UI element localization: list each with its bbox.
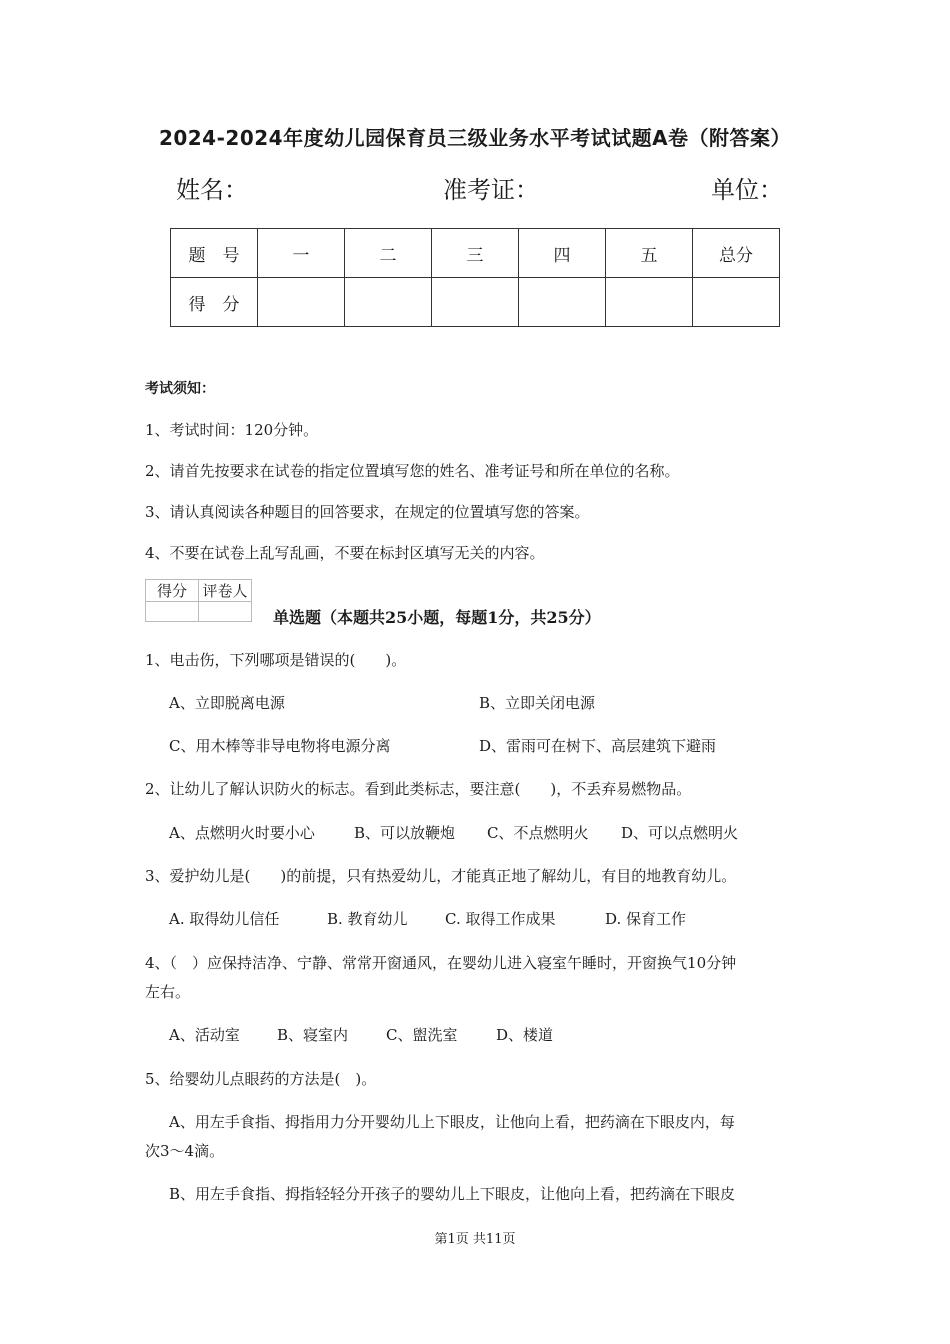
grader-box-score-label: 得分: [146, 580, 199, 602]
option: A、活动室: [169, 1026, 240, 1044]
option: A、立即脱离电源: [169, 694, 285, 712]
score-table-score-row: [171, 278, 780, 327]
option: D. 保育工作: [605, 910, 687, 928]
score-table-header-cell: 五: [606, 229, 693, 278]
question-stem-continued: 左右。: [145, 983, 191, 1001]
notice-item: 1、考试时间：120分钟。: [145, 421, 319, 439]
score-table-header-cell: 二: [345, 229, 432, 278]
question-stem: 5、给婴幼儿点眼药的方法是( )。: [145, 1070, 377, 1088]
option: D、雷雨可在树下、高层建筑下避雨: [479, 737, 717, 755]
question-stem: 2、让幼儿了解认识防火的标志。看到此类标志，要注意( )，不丢弃易燃物品。: [145, 780, 692, 798]
score-cell[interactable]: [432, 278, 519, 327]
question-stem: 1、电击伤，下列哪项是错误的( )。: [145, 651, 407, 669]
exam-title: 2024-2024年度幼儿园保育员三级业务水平考试试题A卷（附答案）: [158, 126, 792, 150]
score-cell[interactable]: [606, 278, 693, 327]
grader-box: [145, 579, 252, 622]
score-table-header-row: [171, 229, 780, 278]
option: A、用左手食指、拇指用力分开婴幼儿上下眼皮，让他向上看，把药滴在下眼皮内，每: [169, 1113, 735, 1131]
option: B、用左手食指、拇指轻轻分开孩子的婴幼儿上下眼皮，让他向上看，把药滴在下眼皮: [169, 1185, 736, 1203]
score-cell[interactable]: [693, 278, 780, 327]
score-cell[interactable]: [345, 278, 432, 327]
exam-id-field-label: 准考证：: [443, 176, 539, 204]
notice-heading: 考试须知：: [145, 381, 215, 397]
option: B、立即关闭电源: [479, 694, 596, 712]
option: C、用木棒等非导电物将电源分离: [169, 737, 391, 755]
option-continued: 次3～4滴。: [145, 1142, 225, 1160]
score-table-header-cell: 四: [519, 229, 606, 278]
option: C. 取得工作成果: [445, 910, 556, 928]
option: A. 取得幼儿信任: [169, 910, 280, 928]
page-footer: 第1页 共11页: [434, 1232, 516, 1247]
section-title: 单选题（本题共25小题，每题1分，共25分）: [273, 608, 601, 627]
question-stem: 4、（ ）应保持洁净、宁静、常常开窗通风，在婴幼儿进入寝室午睡时，开窗换气10分钟: [145, 954, 737, 972]
unit-field-label: 单位：: [711, 176, 783, 204]
option: D、楼道: [496, 1026, 554, 1044]
option: B、可以放鞭炮: [354, 824, 456, 842]
option: C、不点燃明火: [487, 824, 589, 842]
notice-item: 2、请首先按要求在试卷的指定位置填写您的姓名、准考证号和所在单位的名称。: [145, 462, 680, 480]
score-cell[interactable]: [258, 278, 345, 327]
notice-item: 3、请认真阅读各种题目的回答要求，在规定的位置填写您的答案。: [145, 503, 590, 521]
score-table-header-cell: 题 号: [171, 229, 258, 278]
question-stem: 3、爱护幼儿是( )的前提，只有热爱幼儿，才能真正地了解幼儿，有目的地教育幼儿。: [145, 867, 737, 885]
score-table: [170, 228, 780, 327]
score-table-header-cell: 总分: [693, 229, 780, 278]
grader-box-grader-label: 评卷人: [199, 580, 252, 602]
score-table-header-cell: 三: [432, 229, 519, 278]
name-field-label: 姓名：: [176, 176, 248, 204]
option: C、盥洗室: [386, 1026, 458, 1044]
score-cell[interactable]: [519, 278, 606, 327]
score-table-header-cell: 一: [258, 229, 345, 278]
option: B. 教育幼儿: [327, 910, 408, 928]
option: D、可以点燃明火: [621, 824, 739, 842]
option: B、寝室内: [277, 1026, 349, 1044]
score-row-label: 得 分: [171, 278, 258, 327]
notice-item: 4、不要在试卷上乱写乱画，不要在标封区填写无关的内容。: [145, 544, 545, 562]
grader-box-score-cell[interactable]: [146, 602, 199, 622]
option: A、点燃明火时要小心: [169, 824, 315, 842]
grader-box-grader-cell[interactable]: [199, 602, 252, 622]
